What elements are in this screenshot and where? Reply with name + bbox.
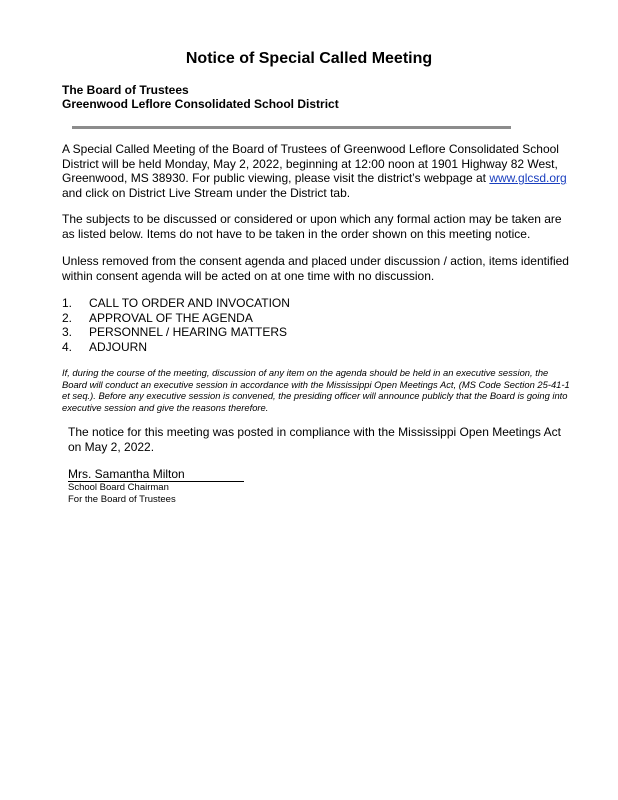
agenda-item-text: CALL TO ORDER AND INVOCATION <box>89 296 290 310</box>
agenda-item-text: ADJOURN <box>89 339 148 354</box>
divider <box>72 126 511 129</box>
agenda-item-number: 4. <box>62 339 73 354</box>
org-line-board: The Board of Trustees <box>62 83 189 97</box>
signer-name: Mrs. Samantha Milton <box>68 467 244 482</box>
meeting-details-text-end: and click on District Live Stream under the District tab. <box>62 185 351 200</box>
page-title: Notice of Special Called Meeting <box>185 50 433 67</box>
meeting-details-paragraph <box>62 142 572 200</box>
executive-session-note: If, during the course of the meeting, discussion of any item on the agenda should be held in an executive session, the Board will conduct an executive session in accordance with the Mississippi Open Meetings Act, (MS Code Section 25-41-1 et seq.). Before any executive session is convened, the presiding officer will announce publicly that the Board is going into executive session and give the reasons therefore. <box>62 367 570 413</box>
district-website-link[interactable]: www.glcsd.org <box>489 171 567 185</box>
agenda-item <box>62 340 290 355</box>
agenda-list <box>62 296 290 354</box>
signer-role: School Board Chairman <box>68 482 169 493</box>
agenda-item-text: APPROVAL OF THE AGENDA <box>89 310 253 325</box>
agenda-item-number: 1. <box>62 296 73 310</box>
signer-affiliation: For the Board of Trustees <box>68 493 176 505</box>
meeting-details-text: A Special Called Meeting of the Board of Trustees of Greenwood Leflore Consolidated School District will be held Monday, May 2, 2022, beginning at 12:00 noon at 1901 Highway 82 West, Greenwood, MS 38930. For public viewing, please visit the district’s webpage at <box>62 142 559 185</box>
organization-heading <box>62 83 339 111</box>
agenda-item-text: PERSONNEL / HEARING MATTERS <box>89 325 288 339</box>
subjects-paragraph: The subjects to be discussed or considered or upon which any formal action may be taken are as listed below. Items do not have to be taken in the order shown on this meeting notice. <box>62 212 562 241</box>
agenda-item-number: 3. <box>62 325 73 339</box>
agenda-item <box>62 325 290 340</box>
org-line-district: Greenwood Leflore Consolidated School District <box>62 97 339 111</box>
consent-agenda-paragraph: Unless removed from the consent agenda and placed under discussion / action, items identified within consent agenda will be acted on at one time with no discussion. <box>62 254 569 283</box>
agenda-item <box>62 311 290 326</box>
posting-compliance-paragraph: The notice for this meeting was posted in compliance with the Mississippi Open Meetings Act on May 2, 2022. <box>68 425 561 454</box>
signature-block <box>68 467 244 505</box>
agenda-item <box>62 296 290 311</box>
agenda-item-number: 2. <box>62 310 73 325</box>
